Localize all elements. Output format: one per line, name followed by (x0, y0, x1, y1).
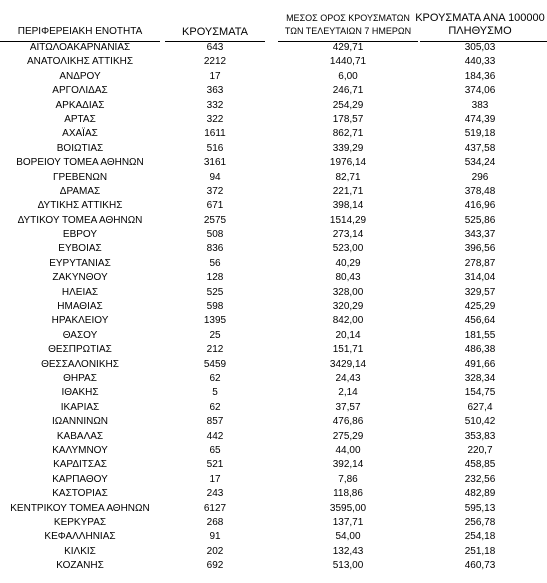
table-header (0, 6, 547, 40)
cell-cases: 62 (209, 372, 221, 384)
cell-region: ΑΝΑΤΟΛΙΚΗΣ ΑΤΤΙΚΗΣ (26, 56, 134, 68)
cell-per-capita: 254,18 (464, 531, 496, 543)
table-row (0, 214, 547, 228)
cell-cases: 363 (206, 85, 224, 97)
cell-avg: 246,71 (332, 85, 364, 97)
cell-region: ΔΡΑΜΑΣ (59, 185, 101, 197)
cell-region: ΘΑΣΟΥ (62, 329, 98, 341)
cell-cases: 25 (209, 329, 221, 341)
cell-avg: 6,00 (338, 70, 358, 82)
cell-cases: 1395 (203, 315, 227, 327)
table-row (0, 199, 547, 213)
cell-avg: 80,43 (335, 272, 361, 284)
cell-avg: 1976,14 (329, 157, 367, 169)
cell-cases: 3161 (203, 157, 227, 169)
cell-avg: 37,57 (335, 401, 361, 413)
cell-per-capita: 440,33 (464, 56, 496, 68)
cell-cases: 322 (206, 113, 224, 125)
cell-region: ΑΝΔΡΟΥ (59, 70, 101, 82)
cell-region: ΗΜΑΘΙΑΣ (57, 301, 103, 313)
cell-per-capita: 251,18 (464, 545, 496, 557)
cell-avg: 1440,71 (329, 56, 367, 68)
cell-per-capita: 458,85 (464, 459, 496, 471)
cell-per-capita: 220,7 (467, 444, 493, 456)
cell-avg: 137,71 (332, 516, 364, 528)
cell-cases: 598 (206, 301, 224, 313)
cell-region: ΚΑΡΠΑΘΟΥ (52, 473, 108, 485)
cell-cases: 2212 (203, 56, 227, 68)
cell-cases: 516 (206, 142, 224, 154)
cell-cases: 5 (212, 387, 218, 399)
cell-per-capita: 329,57 (464, 286, 496, 298)
cell-cases: 94 (209, 171, 221, 183)
cell-per-capita: 343,37 (464, 229, 496, 241)
cell-per-capita: 425,29 (464, 301, 496, 313)
cell-cases: 372 (206, 185, 224, 197)
cell-region: ΚΑΣΤΟΡΙΑΣ (52, 488, 108, 500)
cell-avg: 221,71 (332, 185, 364, 197)
cell-per-capita: 486,38 (464, 344, 496, 356)
cell-per-capita: 595,13 (464, 502, 496, 514)
cell-avg: 1514,29 (329, 214, 367, 226)
cell-per-capita: 416,96 (464, 200, 496, 212)
cell-cases: 671 (206, 200, 224, 212)
cell-avg: 20,14 (335, 329, 361, 341)
cell-avg: 132,43 (332, 545, 364, 557)
table-row (0, 401, 547, 415)
cell-cases: 6127 (203, 502, 227, 514)
cell-per-capita: 396,56 (464, 243, 496, 255)
cell-cases: 525 (206, 286, 224, 298)
cell-per-capita: 491,66 (464, 358, 496, 370)
table-row (0, 286, 547, 300)
cell-cases: 17 (209, 70, 221, 82)
cell-region: ΑΙΤΩΛΟΑΚΑΡΝΑΝΙΑΣ (29, 42, 131, 53)
cell-region: ΙΚΑΡΙΑΣ (60, 401, 100, 413)
cell-avg: 44,00 (335, 444, 361, 456)
cell-cases: 508 (206, 229, 224, 241)
table-row (0, 473, 547, 487)
cell-avg: 254,29 (332, 99, 364, 111)
table-row (0, 113, 547, 127)
cell-region: ΚΕΝΤΡΙΚΟΥ ΤΟΜΕΑ ΑΘΗΝΩΝ (10, 502, 150, 514)
cell-per-capita: 232,56 (464, 473, 496, 485)
table-row (0, 300, 547, 314)
cell-region: ΕΒΡΟΥ (62, 229, 98, 241)
cell-avg: 7,86 (338, 473, 358, 485)
header-avg-line1: ΜΕΣΟΣ ΟΡΟΣ ΚΡΟΥΣΜΑΤΩΝ (286, 13, 410, 23)
cell-avg: 54,00 (335, 531, 361, 543)
cell-cases: 692 (206, 560, 224, 572)
cell-avg: 862,71 (332, 128, 364, 140)
cell-per-capita: 296 (471, 171, 489, 183)
cell-avg: 429,71 (332, 42, 364, 53)
table-row (0, 343, 547, 357)
table-body (0, 41, 547, 573)
table-row (0, 530, 547, 544)
table-row (0, 271, 547, 285)
cell-cases: 202 (206, 545, 224, 557)
cell-region: ΒΟΡΕΙΟΥ ΤΟΜΕΑ ΑΘΗΝΩΝ (16, 157, 144, 169)
cell-per-capita: 627,4 (467, 401, 493, 413)
cell-region: ΖΑΚΥΝΘΟΥ (52, 272, 108, 284)
table-row (0, 559, 547, 573)
cell-avg: 339,29 (332, 142, 364, 154)
cell-avg: 275,29 (332, 430, 364, 442)
table-row (0, 99, 547, 113)
cell-cases: 836 (206, 243, 224, 255)
cell-per-capita: 519,18 (464, 128, 496, 140)
header-region: ΠΕΡΙΦΕΡΕΙΑΚΗ ΕΝΟΤΗΤΑ (17, 26, 143, 37)
cell-region: ΔΥΤΙΚΗΣ ΑΤΤΙΚΗΣ (37, 200, 123, 212)
cell-region: ΘΕΣΠΡΩΤΙΑΣ (48, 344, 112, 356)
cell-per-capita: 256,78 (464, 516, 496, 528)
table-row (0, 516, 547, 530)
cell-per-capita: 378,48 (464, 185, 496, 197)
cell-region: ΕΥΒΟΙΑΣ (58, 243, 102, 255)
cell-per-capita: 437,58 (464, 142, 496, 154)
cell-per-capita: 181,55 (464, 329, 496, 341)
cell-region: ΚΑΒΑΛΑΣ (56, 430, 104, 442)
cell-cases: 857 (206, 416, 224, 428)
table-row (0, 127, 547, 141)
header-cases: ΚΡΟΥΣΜΑΤΑ (182, 26, 248, 38)
cell-per-capita: 456,64 (464, 315, 496, 327)
cell-per-capita: 353,83 (464, 430, 496, 442)
cell-per-capita: 383 (471, 99, 489, 111)
cell-region: ΙΘΑΚΗΣ (61, 387, 99, 399)
table-row (0, 545, 547, 559)
cell-per-capita: 328,34 (464, 372, 496, 384)
cell-region: ΓΡΕΒΕΝΩΝ (52, 171, 108, 183)
table-row (0, 358, 547, 372)
cell-region: ΒΟΙΩΤΙΑΣ (56, 142, 104, 154)
cell-per-capita: 525,86 (464, 214, 496, 226)
cell-cases: 65 (209, 444, 221, 456)
cell-per-capita: 510,42 (464, 416, 496, 428)
cell-region: ΔΥΤΙΚΟΥ ΤΟΜΕΑ ΑΘΗΝΩΝ (17, 214, 143, 226)
table-row (0, 228, 547, 242)
table-row (0, 242, 547, 256)
cell-avg: 273,14 (332, 229, 364, 241)
cell-region: ΘΕΣΣΑΛΟΝΙΚΗΣ (41, 358, 119, 370)
cell-region: ΑΧΑΪΑΣ (62, 128, 98, 140)
cell-region: ΚΑΛΥΜΝΟΥ (52, 444, 108, 456)
table-row (0, 415, 547, 429)
table-row (0, 487, 547, 501)
cell-region: ΚΙΛΚΙΣ (64, 545, 96, 557)
cell-per-capita: 314,04 (464, 272, 496, 284)
table-row (0, 185, 547, 199)
table-row (0, 84, 547, 98)
cell-avg: 178,57 (332, 113, 364, 125)
table-row (0, 70, 547, 84)
cell-cases: 17 (209, 473, 221, 485)
cell-region: ΚΑΡΔΙΤΣΑΣ (53, 459, 107, 471)
table-row (0, 444, 547, 458)
cell-cases: 521 (206, 459, 224, 471)
table-row (0, 55, 547, 69)
table-row (0, 257, 547, 271)
cell-region: ΚΕΡΚΥΡΑΣ (53, 516, 107, 528)
cell-avg: 476,86 (332, 416, 364, 428)
cell-avg: 118,86 (333, 488, 363, 500)
cell-region: ΑΡΓΟΛΙΔΑΣ (52, 85, 108, 97)
cell-cases: 5459 (203, 358, 227, 370)
cell-cases: 212 (206, 344, 224, 356)
table-row (0, 458, 547, 472)
cell-per-capita: 184,36 (464, 70, 496, 82)
table-row (0, 314, 547, 328)
cell-region: ΑΡΤΑΣ (64, 113, 96, 125)
cell-region: ΑΡΚΑΔΙΑΣ (55, 99, 105, 111)
cell-avg: 842,00 (332, 315, 364, 327)
cell-region: ΕΥΡΥΤΑΝΙΑΣ (49, 257, 111, 269)
cell-per-capita: 534,24 (464, 157, 496, 169)
cell-per-capita: 154,75 (464, 387, 496, 399)
cell-region: ΗΡΑΚΛΕΙΟΥ (51, 315, 109, 327)
cell-region: ΚΕΦΑΛΛΗΝΙΑΣ (44, 531, 116, 543)
cell-region: ΙΩΑΝΝΙΝΩΝ (51, 416, 109, 428)
cell-avg: 40,29 (335, 257, 361, 269)
table-row (0, 142, 547, 156)
cell-cases: 268 (206, 516, 224, 528)
table-row (0, 430, 547, 444)
cell-cases: 2575 (203, 214, 227, 226)
cell-avg: 320,29 (332, 301, 364, 313)
cell-region: ΚΟΖΑΝΗΣ (56, 560, 104, 572)
cell-avg: 328,00 (332, 286, 364, 298)
cell-cases: 62 (209, 401, 221, 413)
cell-per-capita: 374,06 (464, 85, 496, 97)
cell-avg: 398,14 (332, 200, 364, 212)
cell-avg: 513,00 (332, 560, 364, 572)
cell-avg: 3595,00 (329, 502, 367, 514)
cell-cases: 442 (206, 430, 224, 442)
cell-cases: 128 (206, 272, 224, 284)
header-per-capita-line2: ΠΛΗΘΥΣΜΟ (448, 25, 512, 37)
table-row (0, 41, 547, 55)
table-row (0, 329, 547, 343)
cell-per-capita: 474,39 (464, 113, 496, 125)
cell-cases: 56 (209, 257, 221, 269)
header-per-capita-line1: ΚΡΟΥΣΜΑΤΑ ΑΝΑ 100000 (415, 12, 545, 24)
table-row (0, 372, 547, 386)
table-row (0, 502, 547, 516)
cell-avg: 82,71 (335, 171, 361, 183)
cell-region: ΗΛΕΙΑΣ (61, 286, 99, 298)
cell-avg: 523,00 (332, 243, 364, 255)
cell-per-capita: 482,89 (464, 488, 496, 500)
cell-region: ΘΗΡΑΣ (63, 372, 97, 384)
table-row (0, 386, 547, 400)
cell-avg: 2,14 (338, 387, 358, 399)
header-avg-line2: ΤΩΝ ΤΕΛΕΥΤΑΙΩΝ 7 ΗΜΕΡΩΝ (284, 26, 412, 36)
cell-per-capita: 305,03 (464, 42, 496, 53)
cell-per-capita: 278,87 (464, 257, 496, 269)
cell-cases: 243 (206, 488, 224, 500)
table-row (0, 156, 547, 170)
cell-cases: 1611 (204, 128, 226, 140)
table-row (0, 171, 547, 185)
cell-per-capita: 460,73 (464, 560, 496, 572)
cell-avg: 24,43 (335, 372, 361, 384)
cell-avg: 392,14 (332, 459, 364, 471)
cell-cases: 91 (209, 531, 221, 543)
cell-cases: 643 (206, 42, 224, 53)
cell-avg: 3429,14 (329, 358, 367, 370)
cell-avg: 151,71 (332, 344, 364, 356)
cell-cases: 332 (206, 99, 224, 111)
